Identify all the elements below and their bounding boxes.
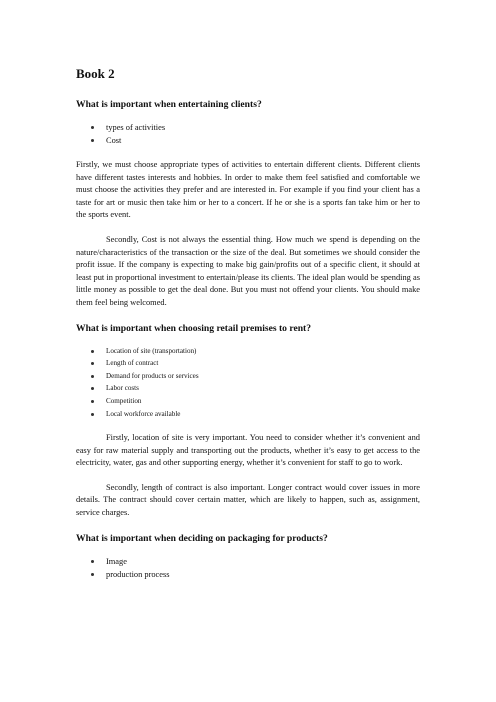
list-item: Cost bbox=[106, 134, 420, 147]
list-item: Demand for products or services bbox=[106, 370, 420, 383]
list-item: Labor costs bbox=[106, 382, 420, 395]
list-item: Length of contract bbox=[106, 357, 420, 370]
list-item: Competition bbox=[106, 395, 420, 408]
section-heading: What is important when entertaining clients? bbox=[76, 99, 262, 110]
bullet-list bbox=[76, 555, 420, 581]
list-item: production process bbox=[106, 568, 420, 581]
document-body bbox=[76, 66, 420, 593]
paragraph: Firstly, we must choose appropriate types of activities to entertain different clients. Different clients have different tastes interests and hobbies. In order to make them feel satisfied and comfortable we must choose the activities they prefer and are interested in. For example if you find your client has a taste for art or music then take him or her to a concert. If he or she is a sports fan take him or her to the sports event. bbox=[76, 160, 420, 220]
paragraph: Secondly, length of contract is also important. Longer contract would cover issues in more details. The contract should cover certain matter, which are likely to happen, such as, assignment, service charges. bbox=[76, 482, 420, 518]
list-item: Local workforce available bbox=[106, 408, 420, 421]
section-heading: What is important when choosing retail premises to rent? bbox=[76, 322, 312, 334]
list-item: types of activities bbox=[106, 121, 420, 134]
paragraph: Secondly, Cost is not always the essential thing. How much we spend is depending on the nature/characteristics of the transaction or the size of the deal. But sometimes we should consider the profit issue. If the company is expecting to make big gain/profits out of a specific client, it should at least put in proportional investment to entertain/please its clients. The ideal plan would be spending as little money as possible to get the deal done. But you must not offend your clients. You should make them feel being welcomed. bbox=[76, 234, 420, 307]
paragraph: Firstly, location of site is very important. You need to consider whether it’s convenient and easy for raw material supply and transporting out the products, whether it’s easy to get access to the electricity, water, gas and other supporting energy, whether it’s convenient for staff to go to work. bbox=[76, 433, 420, 468]
bullet-list bbox=[76, 345, 420, 421]
section-heading: What is important when deciding on packaging for products? bbox=[76, 532, 328, 544]
list-item: Image bbox=[106, 555, 420, 568]
bullet-list bbox=[76, 121, 420, 147]
document-title: Book 2 bbox=[76, 66, 115, 81]
list-item: Location of site (transportation) bbox=[106, 345, 420, 358]
